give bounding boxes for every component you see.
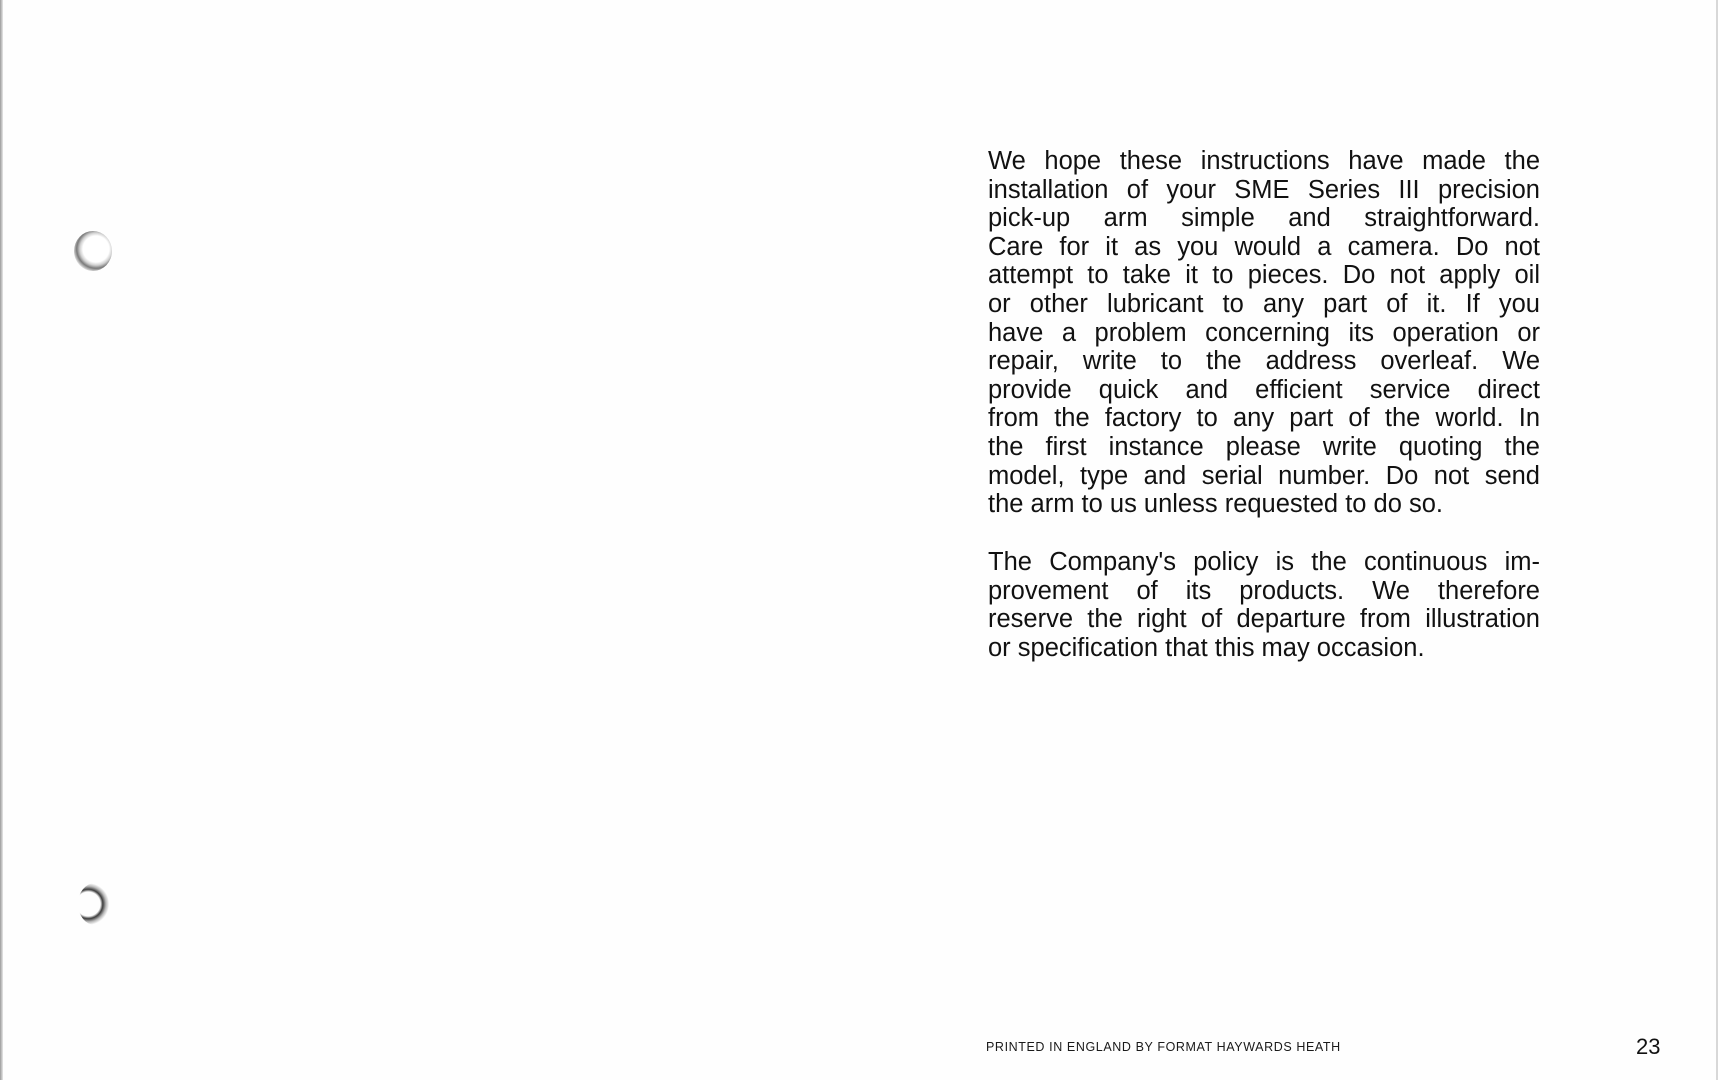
text-line: from the factory to any part of the world. In (988, 404, 1540, 433)
text-line: the first instance please write quoting the (988, 432, 1540, 461)
printer-imprint: PRINTED IN ENGLAND BY FORMAT HAYWARDS HEATH (986, 1040, 1341, 1054)
text-line: attempt to take it to pieces. Do not apply oil (988, 261, 1540, 290)
text-line: The Company's policy is the continuous im- (988, 548, 1540, 576)
text-line: Care for it as you would a camera. Do not (988, 232, 1540, 261)
text-line: model, type and serial number. Do not send (988, 461, 1540, 490)
text-line: have a problem concerning its operation or (988, 318, 1540, 347)
page-left-edge (0, 0, 3, 1080)
page-number: 23 (1636, 1034, 1661, 1059)
text-line: or specification that this may occasion. (988, 633, 1425, 662)
text-line: pick-up arm simple and straightforward. (988, 204, 1540, 233)
paragraph-care-instructions (988, 147, 1540, 519)
punch-hole-top (74, 231, 112, 271)
text-line: provide quick and efficient service direct (988, 375, 1540, 404)
text-line: or other lubricant to any part of it. If you (988, 289, 1540, 318)
text-line: the arm to us unless requested to do so. (988, 490, 1444, 519)
text-line: installation of your SME Series III precision (988, 175, 1540, 204)
text-line: reserve the right of departure from illustration (988, 605, 1540, 634)
text-line: repair, write to the address overleaf. We (988, 347, 1540, 376)
text-line: We hope these instructions have made the (988, 147, 1540, 175)
punch-hole-bottom (78, 883, 112, 925)
paragraph-company-policy (988, 548, 1540, 662)
text-line: provement of its products. We therefore (988, 576, 1540, 605)
